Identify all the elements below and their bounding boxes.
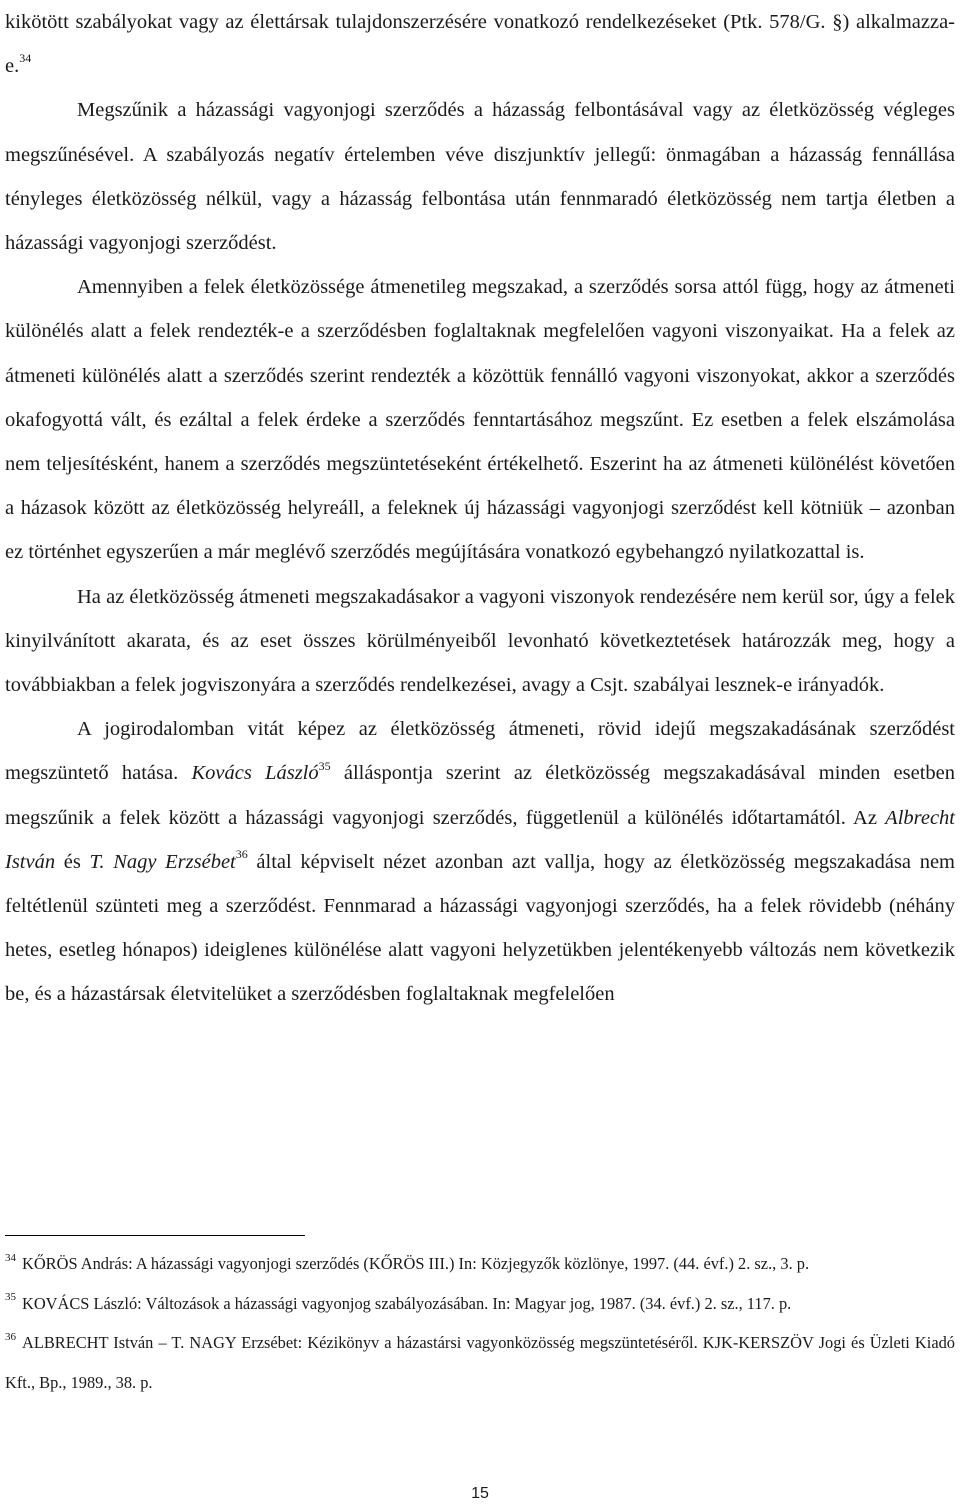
author-name: Kovács László (191, 762, 319, 785)
body-text (5, 0, 955, 1017)
paragraph: Ha az életközösség átmeneti megszakadásakor a vagyoni viszonyok rendezésére nem kerül sor, úgy a felek kinyilvánított akarata, és az eset összes körülményeiből levonható következtetések határozzák meg, hogy a továbbiakban a felek jogviszonyára a szerződés rendelkezései, avagy a Csjt. szabályai lesznek-e irányadók. (5, 585, 955, 697)
footnote-ref-34[interactable]: 34 (19, 51, 32, 66)
paragraph: A jogirodalomban vitát képez az életközösség átmeneti, rövid idejű megszakadásának szerződést megszüntető hatása. Kovács László$^{35}$ álláspontja szerint az életközösség megszakadásával minden esetben megszűnik a felek között a házassági vagyonjogi szerződés, függetlenül a különélés időtartamától. Az Albrecht István és T. Nagy Erzsébet$^{36}$ által képviselt nézet azonban azt vallja, hogy az életközösség megszakadása nem feltétlenül szünteti meg a szerződést. Fennmarad a házassági vagyonjogi szerződés, ha a felek rövidebb (néhány hetes, esetleg hónapos) ideiglenes különélése alatt vagyoni helyzetükben jelentékenyebb változás nem következik be, és a házastársak életvitelüket a szerződésben foglaltaknak megfelelően (5, 718, 956, 1006)
page-number: 15 (471, 1485, 489, 1502)
footnotes (5, 1244, 955, 1402)
footnote-ref-36[interactable]: 36 (235, 847, 248, 862)
footnote: $^{36}$ ALBRECHT István – T. NAGY Erzsébet: Kézikönyv a házastársi vagyonközösség megszüntetéséről. KJK-KERSZÖV Jogi és Üzleti Kiadó Kft., Bp., 1989., 38. p. (5, 1330, 955, 1392)
paragraph: kikötött szabályokat vagy az élettársak tulajdonszerzésére vonatkozó rendelkezéseket (Ptk. 578/G. §) alkalmazza-e.$^{34}$ (5, 11, 955, 78)
author-name: Albrecht István (5, 806, 955, 873)
footnote: $^{35}$ KOVÁCS László: Változások a házassági vagyonjog szabályozásában. In: Magyar jog, 1987. (34. évf.) 2. sz., 117. p. (5, 1291, 792, 1313)
author-name: T. Nagy Erzsébet (89, 850, 236, 873)
paragraph: Amennyiben a felek életközössége átmenetileg megszakad, a szerződés sorsa attól függ, hogy az átmeneti különélés alatt a felek rendezték-e a szerződésben foglaltaknak megfelelően vagyoni viszonyaikat. Ha a felek az átmeneti különélés alatt a szerződés szerint rendezték a közöttük fennálló vagyoni viszonyokat, akkor a szerződés okafogyottá vált, és ezáltal a felek érdeke a szerződés fenntartásához megszűnt. Ez esetben a felek elszámolása nem teljesítésként, hanem a szerződés megszüntetéseként értékelhető. Eszerint ha az átmeneti különélést követően a házasok között az életközösség helyreáll, a feleknek új házassági vagyonjogi szerződést kell kötniük – azonban ez történhet egyszerűen a már meglévő szerződés megújítására vonatkozó egybehangzó nyilatkozattal is. (5, 276, 955, 564)
footnote-ref-35[interactable]: 35 (318, 758, 331, 773)
paragraph: Megszűnik a házassági vagyonjogi szerződés a házasság felbontásával vagy az életközösség végleges megszűnésével. A szabályozás negatív értelemben véve diszjunktív jellegű: önmagában a házasság fennállása tényleges életközösség nélkül, vagy a házasság felbontása után fennmaradó életközösség nem tartja életben a házassági vagyonjogi szerződést. (5, 99, 955, 255)
footnote-separator (5, 1235, 305, 1236)
footnote: $^{34}$ KŐRÖS András: A házassági vagyonjogi szerződés (KŐRÖS III.) In: Közjegyzők közlönye, 1997. (44. évf.) 2. sz., 3. p. (5, 1251, 810, 1273)
